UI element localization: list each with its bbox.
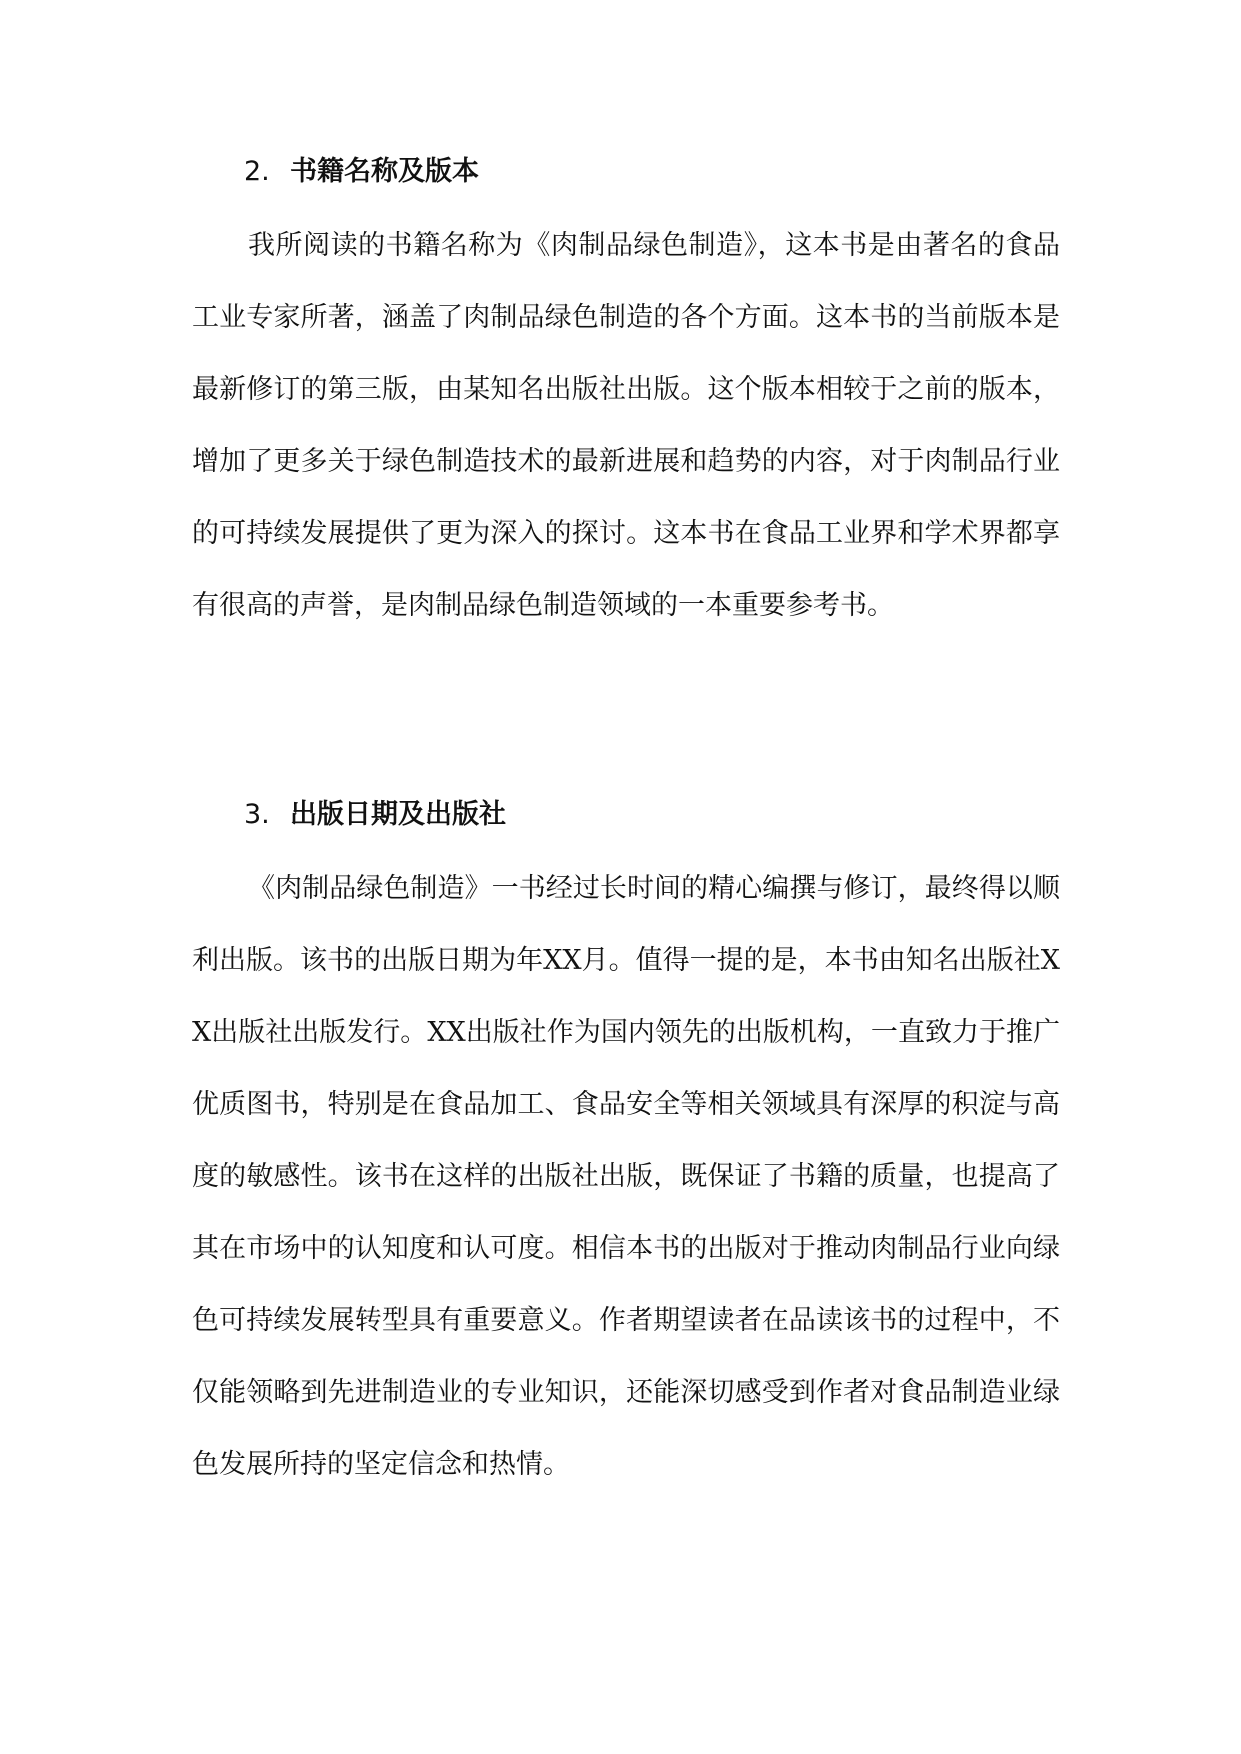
- section-book-title-edition: [192, 146, 1060, 642]
- section-heading: [192, 789, 1060, 841]
- section-title: 书籍名称及版本: [290, 156, 479, 187]
- section-publication-date-publisher: [192, 789, 1060, 1501]
- section-number: 2.: [244, 156, 270, 187]
- section-title: 出版日期及出版社: [290, 799, 506, 830]
- section-number: 3.: [244, 799, 270, 830]
- section-heading: [192, 146, 1060, 198]
- section-paragraph: 我所阅读的书籍名称为《肉制品绿色制造》，这本书是由著名的食品工业专家所著，涵盖了肉制品绿色制造的各个方面。这本书的当前版本是最新修订的第三版，由某知名出版社出版。这个版本相较于之前的版本，增加了更多关于绿色制造技术的最新进展和趋势的内容，对于肉制品行业的可持续发展提供了更为深入的探讨。这本书在食品工业界和学术界都享有很高的声誉，是肉制品绿色制造领域的一本重要参考书。: [192, 230, 1060, 621]
- section-paragraph: 《肉制品绿色制造》一书经过长时间的精心编撰与修订，最终得以顺利出版。该书的出版日期为年XX月。值得一提的是，本书由知名出版社XX出版社出版发行。XX出版社作为国内领先的出版机构，一直致力于推广优质图书，特别是在食品加工、食品安全等相关领域具有深厚的积淀与高度的敏感性。该书在这样的出版社出版，既保证了书籍的质量，也提高了其在市场中的认知度和认可度。相信本书的出版对于推动肉制品行业向绿色可持续发展转型具有重要意义。作者期望读者在品读该书的过程中，不仅能领略到先进制造业的专业知识，还能深切感受到作者对食品制造业绿色发展所持的坚定信念和热情。: [192, 873, 1060, 1480]
